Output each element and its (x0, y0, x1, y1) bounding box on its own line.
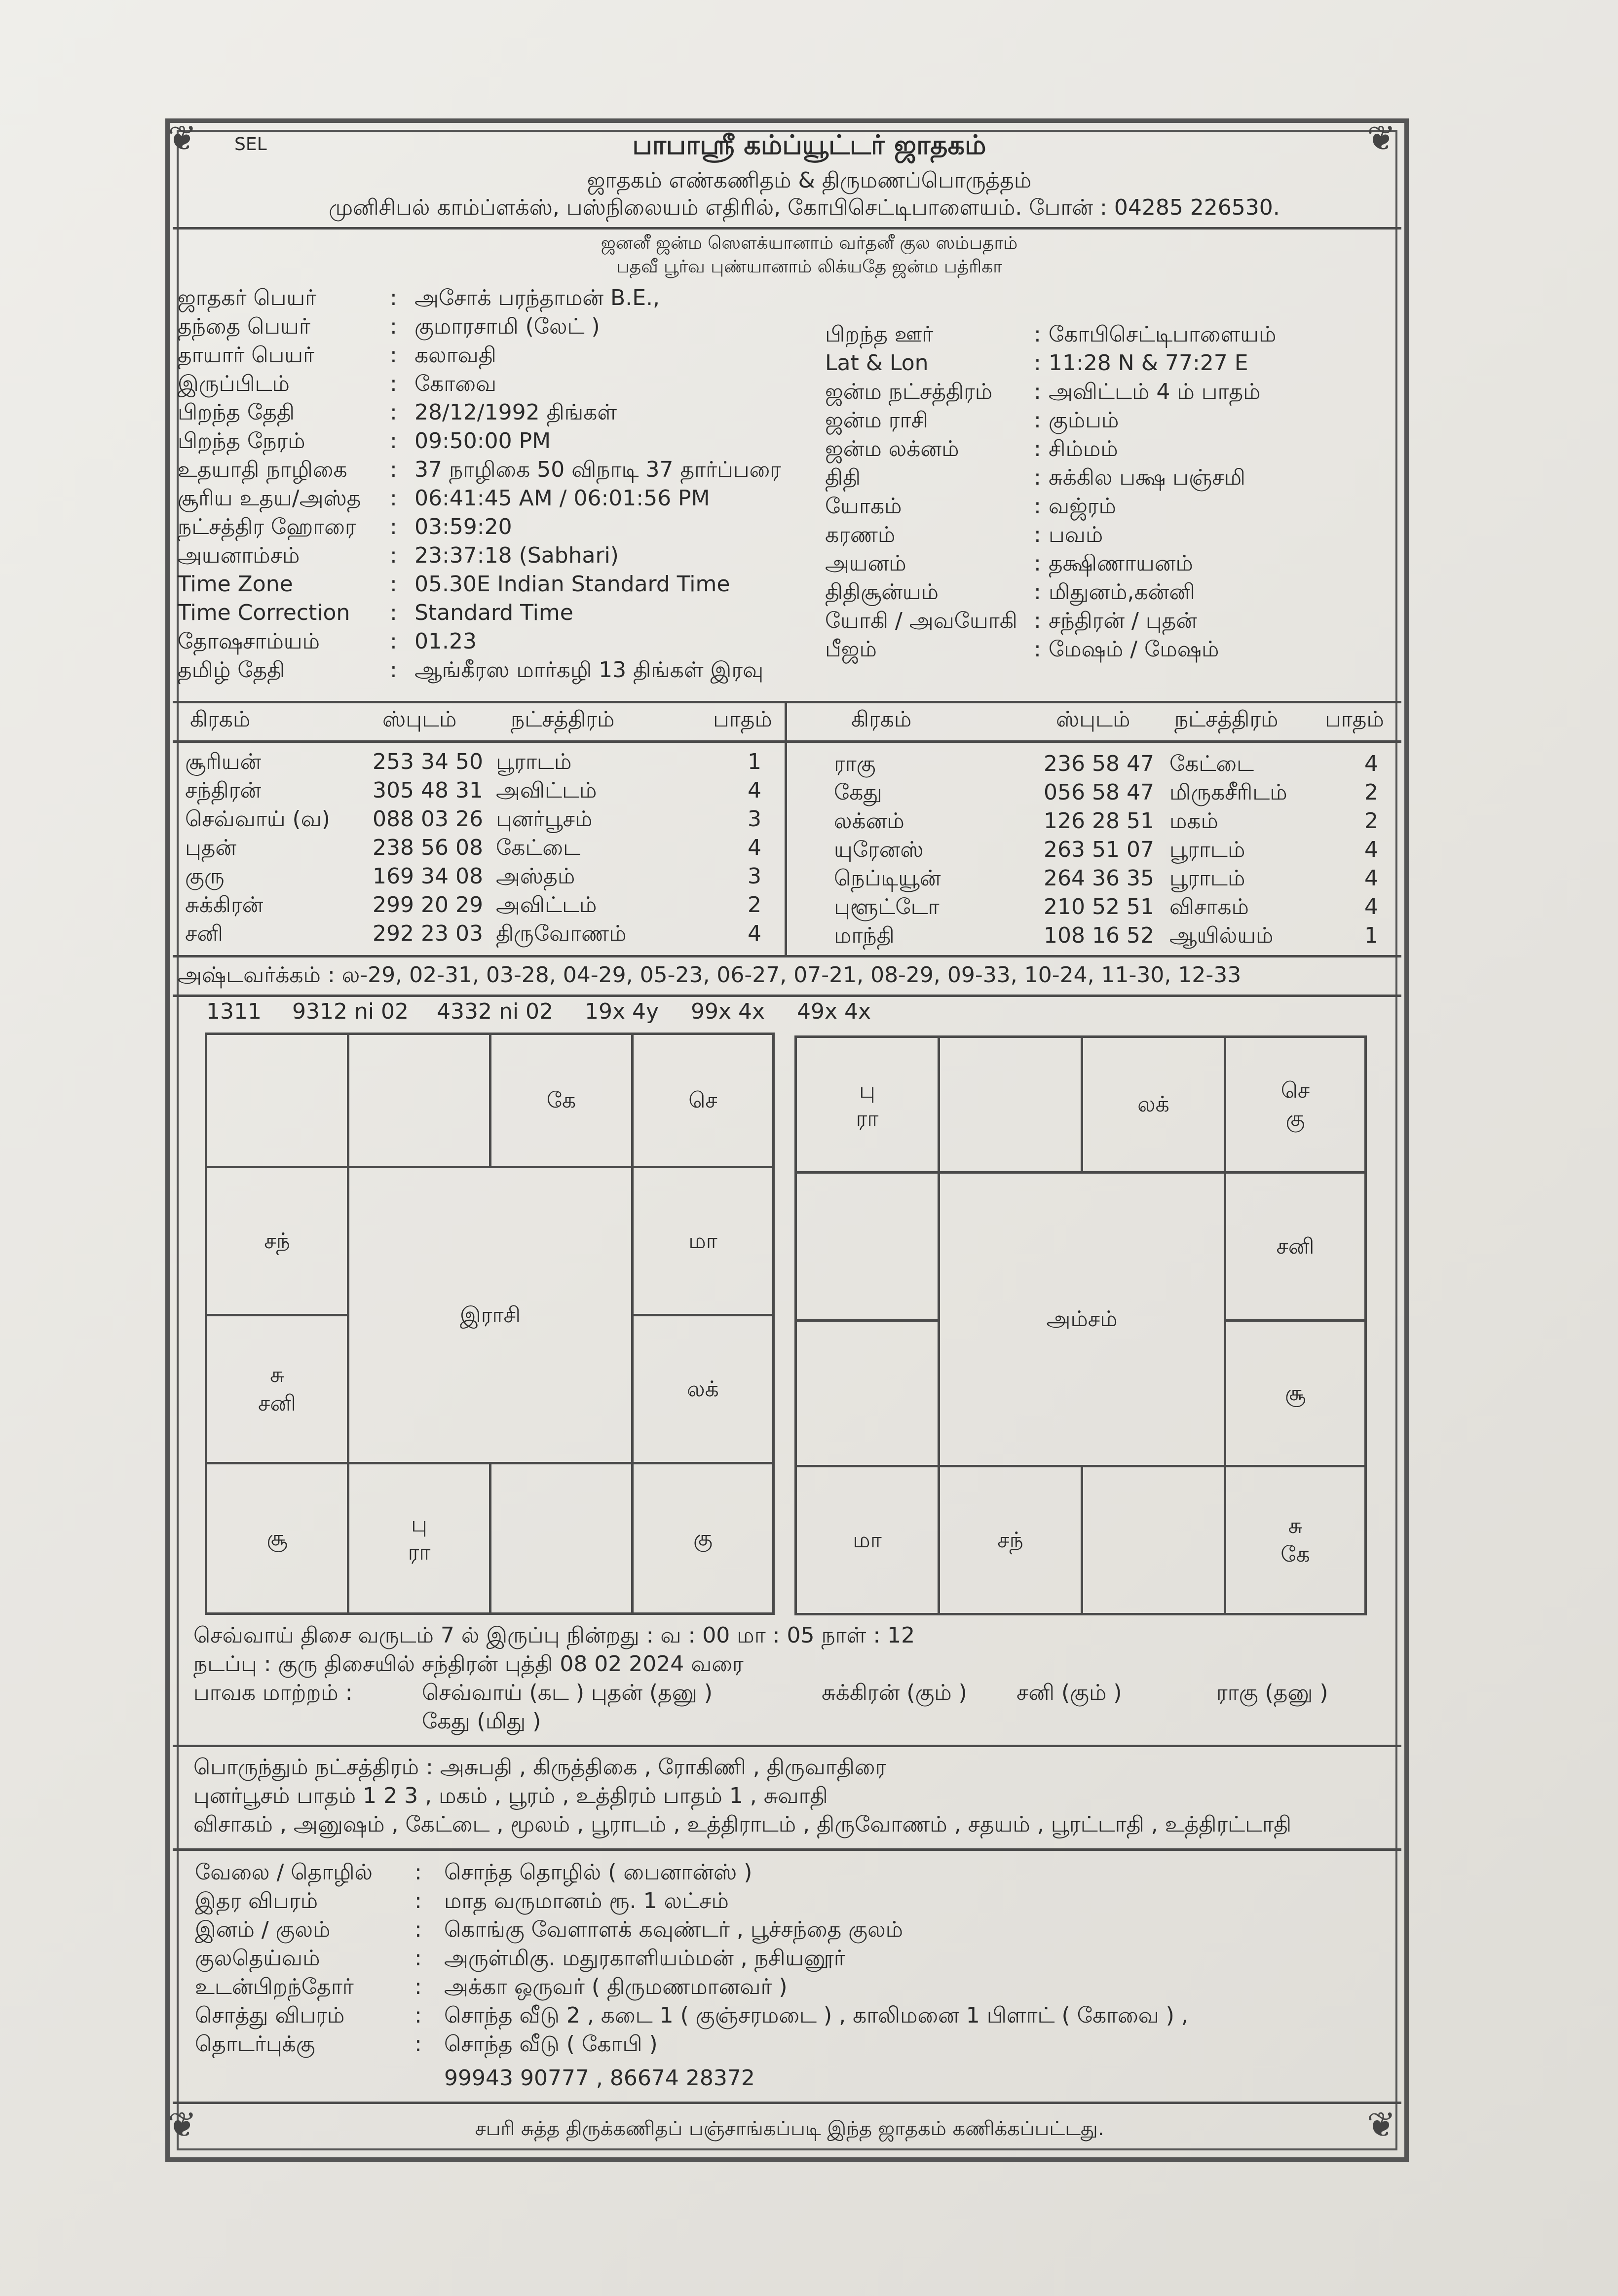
ashtavarga-line: அஷ்டவர்க்கம் : ல-29, 02-31, 03-28, 04-29, 05-23, 06-27, 07-21, 08-29, 09-33, 10-24, 11-30, 12-33 (178, 962, 1242, 988)
planet-sputam: 236 58 47 (1044, 751, 1154, 776)
amsam-house (938, 1465, 1083, 1615)
planet-padam: 2 (1364, 808, 1378, 834)
col-header-nakshatra: நட்சத்திரம் (511, 707, 615, 732)
planet-nakshatra: புனர்பூசம் (496, 806, 593, 832)
house-planets: சனி (1276, 1233, 1315, 1259)
house-planets: கே (546, 1087, 576, 1113)
detail-label: பிறந்த தேதி (178, 400, 295, 425)
planet-sputam: 108 16 52 (1044, 923, 1154, 948)
detail-value: மிதுனம்,கன்னி (1049, 579, 1195, 605)
planet-nakshatra: கேட்டை (496, 835, 581, 860)
divider (173, 2102, 1401, 2104)
rasi-house (631, 1314, 775, 1464)
amsam-house (794, 1319, 940, 1467)
detail-value: பவம் (1049, 522, 1103, 547)
detail-value: ஆங்கீரஸ மார்கழி 13 திங்கள் இரவு (414, 657, 764, 683)
detail-colon: : (390, 600, 397, 625)
divider (173, 701, 1401, 703)
planet-padam: 4 (1364, 866, 1378, 891)
rasi-chart (205, 1033, 775, 1615)
planet-sputam: 238 56 08 (373, 835, 483, 860)
detail-colon: : (414, 1946, 422, 1971)
amsam-house (1224, 1319, 1367, 1467)
planet-sputam: 056 58 47 (1044, 780, 1154, 805)
amsam-house (794, 1035, 940, 1174)
amsam-house (1224, 1035, 1367, 1174)
detail-value: 23:37:18 (Sabhari) (414, 543, 619, 568)
detail-colon: : (1034, 436, 1041, 461)
detail-value: 03:59:20 (414, 514, 512, 539)
planet-nakshatra: பூராடம் (496, 749, 572, 774)
house-planets: சூ (1284, 1380, 1306, 1406)
house-planets: கே (1280, 1541, 1310, 1567)
rasi-house (205, 1166, 349, 1316)
house-planets: சந் (264, 1228, 290, 1254)
planet-nakshatra: பூராடம் (1169, 837, 1245, 862)
detail-label: உடன்பிறந்தோர் (195, 1974, 354, 1999)
amsam-house (938, 1035, 1083, 1174)
planet-sputam: 088 03 26 (373, 806, 483, 832)
planet-name: சனி (185, 921, 223, 946)
planet-padam: 4 (1364, 751, 1378, 776)
col-header-graha: கிரகம் (190, 707, 251, 732)
planet-padam: 4 (1364, 894, 1378, 919)
detail-label: உதயாதி நாழிகை (178, 457, 347, 482)
detail-value: மேஷம் / மேஷம் (1049, 637, 1219, 662)
detail-colon: : (1034, 637, 1041, 662)
planet-sputam: 253 34 50 (373, 749, 483, 774)
col-header-sputam: ஸ்புடம் (382, 707, 457, 732)
detail-value: Standard Time (414, 600, 573, 625)
detail-value: 09:50:00 PM (414, 428, 551, 454)
divider (173, 1848, 1401, 1851)
planet-name: ராகு (834, 751, 876, 776)
col-header-sputam: ஸ்புடம் (1056, 707, 1130, 732)
detail-value: 37 நாழிகை 50 விநாடி 37 தார்ப்பரை (414, 457, 781, 482)
table-divider (785, 701, 787, 955)
detail-label: கரணம் (825, 522, 896, 547)
code-value: 99x 4x (691, 999, 765, 1024)
detail-value: 06:41:45 AM / 06:01:56 PM (414, 486, 710, 511)
detail-value: 28/12/1992 திங்கள் (414, 400, 617, 425)
detail-label: தமிழ் தேதி (178, 657, 285, 683)
house-planets: பு (411, 1511, 427, 1537)
detail-value: சுக்கில பக்ஷ பஞ்சமி (1049, 465, 1245, 490)
detail-label: தந்தை பெயர் (178, 314, 310, 339)
detail-colon: : (390, 285, 397, 310)
detail-value: குமாரசாமி (லேட் ) (414, 314, 600, 339)
planet-sputam: 169 34 08 (373, 864, 483, 889)
detail-colon: : (1034, 522, 1041, 547)
bhava-label: பாவக மாற்றம் : (193, 1680, 353, 1705)
planet-padam: 3 (748, 864, 761, 889)
amsam-house (1224, 1465, 1367, 1615)
planet-name: லக்னம் (834, 808, 904, 834)
planet-nakshatra: ஆயில்யம் (1169, 923, 1274, 948)
detail-colon: : (390, 543, 397, 568)
corner-ornament-icon: ❦ (1367, 118, 1396, 158)
detail-colon: : (390, 629, 397, 654)
detail-colon: : (390, 343, 397, 368)
code-value: 19x 4y (585, 999, 659, 1024)
col-header-nakshatra: நட்சத்திரம் (1174, 707, 1279, 732)
detail-label: திதிசூன்யம் (825, 579, 939, 605)
current-dasa: நடப்பு : குரு திசையில் சந்திரன் புத்தி 08 02 2024 வரை (193, 1651, 744, 1677)
detail-colon: : (414, 2031, 422, 2057)
planet-padam: 1 (1364, 923, 1378, 948)
detail-label: பீஜம் (825, 637, 877, 662)
amsam-house (1224, 1171, 1367, 1322)
planet-name: சுக்கிரன் (185, 892, 263, 918)
rasi-house (489, 1462, 634, 1615)
rasi-house (631, 1166, 775, 1316)
detail-colon: : (390, 371, 397, 396)
house-planets: மா (853, 1527, 882, 1553)
subtitle: ஜாதகம் எண்கணிதம் & திருமணப்பொருத்தம் (587, 168, 1032, 193)
planet-nakshatra: விசாகம் (1169, 894, 1249, 919)
col-header-padam: பாதம் (713, 707, 772, 732)
detail-label: பிறந்த ஊர் (825, 322, 934, 347)
detail-label: இனம் / குலம் (195, 1917, 331, 1942)
house-planets: சனி (258, 1390, 296, 1416)
divider (173, 995, 1401, 997)
amsam-center (938, 1171, 1226, 1467)
amsam-chart (794, 1035, 1367, 1615)
house-planets: சு (1288, 1513, 1303, 1539)
detail-value: அவிட்டம் 4 ம் பாதம் (1049, 379, 1261, 404)
code-value: 9312 ni 02 (292, 999, 409, 1024)
code-value: 49x 4x (797, 999, 871, 1024)
detail-value: தக்ஷிணாயனம் (1049, 551, 1193, 576)
rasi-house (489, 1033, 634, 1168)
planet-name: புதன் (185, 835, 237, 860)
detail-value: அக்கா ஒருவர் ( திருமணமானவர் ) (444, 1974, 788, 1999)
house-planets: லக் (687, 1376, 719, 1402)
planet-nakshatra: கேட்டை (1169, 751, 1254, 776)
footer-note: சபரி சுத்த திருக்கணிதப் பஞ்சாங்கப்படி இந்த ஜாதகம் கணிக்கப்பட்டது. (475, 2117, 1104, 2140)
planet-nakshatra: மிருகசீரிடம் (1169, 780, 1287, 805)
address: முனிசிபல் காம்ப்ளக்ஸ், பஸ்நிலையம் எதிரில், கோபிசெட்டிபாளையம். போன் : 04285 226530. (329, 195, 1280, 220)
house-planets: செ (688, 1087, 717, 1113)
planet-sputam: 292 23 03 (373, 921, 483, 946)
corner-ornament-icon: ❦ (1367, 2105, 1396, 2145)
detail-label: Time Zone (178, 572, 293, 597)
matching-stars: பொருந்தும் நட்சத்திரம் : அசுபதி , கிருத்திகை , ரோகிணி , திருவாதிரை (193, 1755, 887, 1780)
detail-colon: : (1034, 551, 1041, 576)
amsam-house (794, 1465, 940, 1615)
detail-colon: : (1034, 379, 1041, 404)
detail-value: சொந்த தொழில் ( பைனான்ஸ் ) (444, 1860, 753, 1885)
detail-colon: : (1034, 408, 1041, 433)
detail-value: 01.23 (414, 629, 477, 654)
detail-label: யோகம் (825, 494, 902, 519)
planet-nakshatra: பூராடம் (1169, 866, 1245, 891)
divider (173, 955, 1401, 957)
rasi-house (347, 1462, 491, 1615)
planet-sputam: 126 28 51 (1044, 808, 1154, 834)
detail-label: சொத்து விபரம் (195, 2003, 345, 2028)
detail-colon: : (1034, 579, 1041, 605)
bhava-item: சுக்கிரன் (கும் ) (822, 1680, 967, 1705)
detail-value: 11:28 N & 77:27 E (1049, 350, 1248, 376)
rasi-house (205, 1033, 349, 1168)
detail-colon: : (414, 1888, 422, 1913)
planet-sputam: 264 36 35 (1044, 866, 1154, 891)
contact-phones: 99943 90777 , 86674 28372 (444, 2066, 755, 2091)
detail-colon: : (390, 428, 397, 454)
planet-name: கேது (834, 780, 882, 805)
detail-colon: : (414, 1860, 422, 1885)
detail-colon: : (414, 1917, 422, 1942)
detail-label: பிறந்த நேரம் (178, 428, 305, 454)
detail-label: Lat & Lon (825, 350, 929, 376)
planet-name: யுரேனஸ் (834, 837, 924, 862)
detail-label: ஜன்ம ராசி (825, 408, 928, 433)
planet-padam: 2 (748, 892, 761, 918)
col-header-padam: பாதம் (1325, 707, 1384, 732)
house-planets: ரா (408, 1540, 431, 1565)
detail-value: அசோக் பரந்தாமன் B.E., (414, 285, 660, 310)
detail-colon: : (1034, 350, 1041, 376)
detail-label: ஜன்ம லக்னம் (825, 436, 959, 461)
detail-value: கோபிசெட்டிபாளையம் (1049, 322, 1277, 347)
planet-name: சூரியன் (185, 749, 262, 774)
detail-colon: : (390, 514, 397, 539)
rasi-center (347, 1166, 634, 1464)
rasi-house (205, 1462, 349, 1615)
detail-value: கொங்கு வேளாளக் கவுண்டர் , பூச்சந்தை குலம் (444, 1917, 903, 1942)
detail-colon: : (1034, 494, 1041, 519)
planet-name: மாந்தி (834, 923, 895, 948)
detail-colon: : (390, 457, 397, 482)
house-planets: சு (270, 1362, 284, 1388)
detail-value: வஜ்ரம் (1049, 494, 1116, 519)
planet-nakshatra: அவிட்டம் (496, 892, 597, 918)
amsam-house (1081, 1465, 1226, 1615)
detail-label: குலதெய்வம் (195, 1946, 320, 1971)
house-planets: ரா (856, 1106, 879, 1131)
code-value: 1311 (206, 999, 262, 1024)
planet-name: செவ்வாய் (வ) (185, 806, 330, 832)
detail-colon: : (414, 2003, 422, 2028)
rasi-house (347, 1033, 491, 1168)
detail-colon: : (390, 400, 397, 425)
detail-label: ஜாதகர் பெயர் (178, 285, 317, 310)
detail-value: சொந்த வீடு ( கோபி ) (444, 2031, 658, 2057)
amsam-house (1081, 1035, 1226, 1174)
rasi-house (205, 1314, 349, 1464)
planet-sputam: 299 20 29 (373, 892, 483, 918)
detail-label: இருப்பிடம் (178, 371, 290, 396)
planet-padam: 4 (748, 835, 761, 860)
house-planets: லக் (1137, 1092, 1169, 1117)
planet-padam: 2 (1364, 780, 1378, 805)
house-planets: சூ (266, 1526, 288, 1551)
bhava-item: கேது (மிது ) (422, 1709, 541, 1734)
rasi-house (631, 1033, 775, 1168)
planet-name: குரு (185, 864, 225, 889)
bhava-item: செவ்வாய் (கட ) புதன் (தனு ) (422, 1680, 713, 1705)
chart-title: இராசி (460, 1302, 521, 1328)
detail-colon: : (390, 572, 397, 597)
planet-padam: 3 (748, 806, 761, 832)
corner-ornament-icon: ❦ (168, 118, 197, 158)
detail-value: கும்பம் (1049, 408, 1119, 433)
house-planets: சந் (997, 1527, 1023, 1553)
amsam-house (794, 1171, 940, 1322)
detail-value: அருள்மிகு. மதுரகாளியம்மன் , நசியனூர் (444, 1946, 845, 1971)
detail-label: ஜன்ம நட்சத்திரம் (825, 379, 993, 404)
detail-value: சந்திரன் / புதன் (1049, 608, 1197, 633)
planet-sputam: 210 52 51 (1044, 894, 1154, 919)
rasi-house (631, 1462, 775, 1615)
detail-label: திதி (825, 465, 861, 490)
detail-label: வேலை / தொழில் (195, 1860, 373, 1885)
planet-name: நெப்டியூன் (834, 866, 941, 891)
detail-colon: : (390, 486, 397, 511)
col-header-graha: கிரகம் (851, 707, 912, 732)
planet-padam: 4 (748, 921, 761, 946)
sel-label: SEL (234, 134, 267, 154)
corner-ornament-icon: ❦ (168, 2105, 197, 2145)
detail-colon: : (390, 657, 397, 683)
planet-name: புளூட்டோ (834, 894, 940, 919)
detail-label: அயனம் (825, 551, 906, 576)
chart-title: அம்சம் (1046, 1306, 1118, 1332)
planet-padam: 4 (1364, 837, 1378, 862)
house-planets: பு (859, 1077, 875, 1103)
detail-label: இதர விபரம் (195, 1888, 318, 1913)
house-planets: கு (1285, 1106, 1305, 1131)
planet-name: சந்திரன் (185, 778, 262, 803)
detail-value: சொந்த வீடு 2 , கடை 1 ( குஞ்சரமடை ) , காலிமனை 1 பிளாட் ( கோவை ) , (444, 2003, 1188, 2028)
detail-label: சூரிய உதய/அஸ்த (178, 486, 361, 511)
bhava-item: சனி (கும் ) (1016, 1680, 1122, 1705)
detail-label: தோஷசாம்யம் (178, 629, 320, 654)
detail-colon: : (1034, 322, 1041, 347)
detail-value: கோவை (414, 371, 497, 396)
detail-label: அயனாம்சம் (178, 543, 300, 568)
divider (173, 740, 1401, 743)
planet-nakshatra: திருவோணம் (496, 921, 627, 946)
divider (173, 227, 1401, 230)
detail-label: Time Correction (178, 600, 350, 625)
divider (173, 1745, 1401, 1747)
bhava-item: ராகு (தனு ) (1216, 1680, 1328, 1705)
detail-colon: : (414, 1974, 422, 1999)
detail-value: கலாவதி (414, 343, 496, 368)
detail-colon: : (1034, 608, 1041, 633)
planet-padam: 4 (748, 778, 761, 803)
planet-sputam: 305 48 31 (373, 778, 483, 803)
detail-colon: : (390, 314, 397, 339)
planet-padam: 1 (748, 749, 761, 774)
page-title: பாபாஸ்ரீ கம்ப்யூட்டர் ஜாதகம் (632, 129, 986, 160)
matching-stars: விசாகம் , அனுஷம் , கேட்டை , மூலம் , பூராடம் , உத்திராடம் , திருவோணம் , சதயம் , பூரட்டாதி , உத்திரட்டாதி (193, 1812, 1292, 1837)
matching-stars: புனர்பூசம் பாதம் 1 2 3 , மகம் , பூரம் , உத்திரம் பாதம் 1 , சுவாதி (193, 1783, 828, 1808)
detail-label: நட்சத்திர ஹோரை (178, 514, 356, 539)
planet-nakshatra: அஸ்தம் (496, 864, 575, 889)
house-planets: கு (693, 1526, 713, 1551)
detail-value: சிம்மம் (1049, 436, 1118, 461)
detail-label: தொடர்புக்கு (195, 2031, 315, 2057)
detail-colon: : (1034, 465, 1041, 490)
detail-value: 05.30E Indian Standard Time (414, 572, 730, 597)
invocation-line: ஜனனீ ஜன்ம ஸௌக்யானாம் வர்தனீ குல ஸம்பதாம் (601, 233, 1018, 253)
planet-sputam: 263 51 07 (1044, 837, 1154, 862)
invocation-line: பதவீ பூர்வ புண்யானாம் லிக்யதே ஜன்ம பத்ரிகா (616, 257, 1003, 277)
detail-value: மாத வருமானம் ரூ. 1 லட்சம் (444, 1888, 729, 1913)
dasa-balance: செவ்வாய் திசை வருடம் 7 ல் இருப்பு நின்றது : வ : 00 மா : 05 நாள் : 12 (193, 1623, 915, 1648)
detail-label: தாயார் பெயர் (178, 343, 315, 368)
planet-nakshatra: மகம் (1169, 808, 1218, 834)
house-planets: செ (1280, 1077, 1310, 1103)
code-value: 4332 ni 02 (437, 999, 554, 1024)
house-planets: மா (688, 1228, 717, 1254)
planet-nakshatra: அவிட்டம் (496, 778, 597, 803)
detail-label: யோகி / அவயோகி (825, 608, 1017, 633)
